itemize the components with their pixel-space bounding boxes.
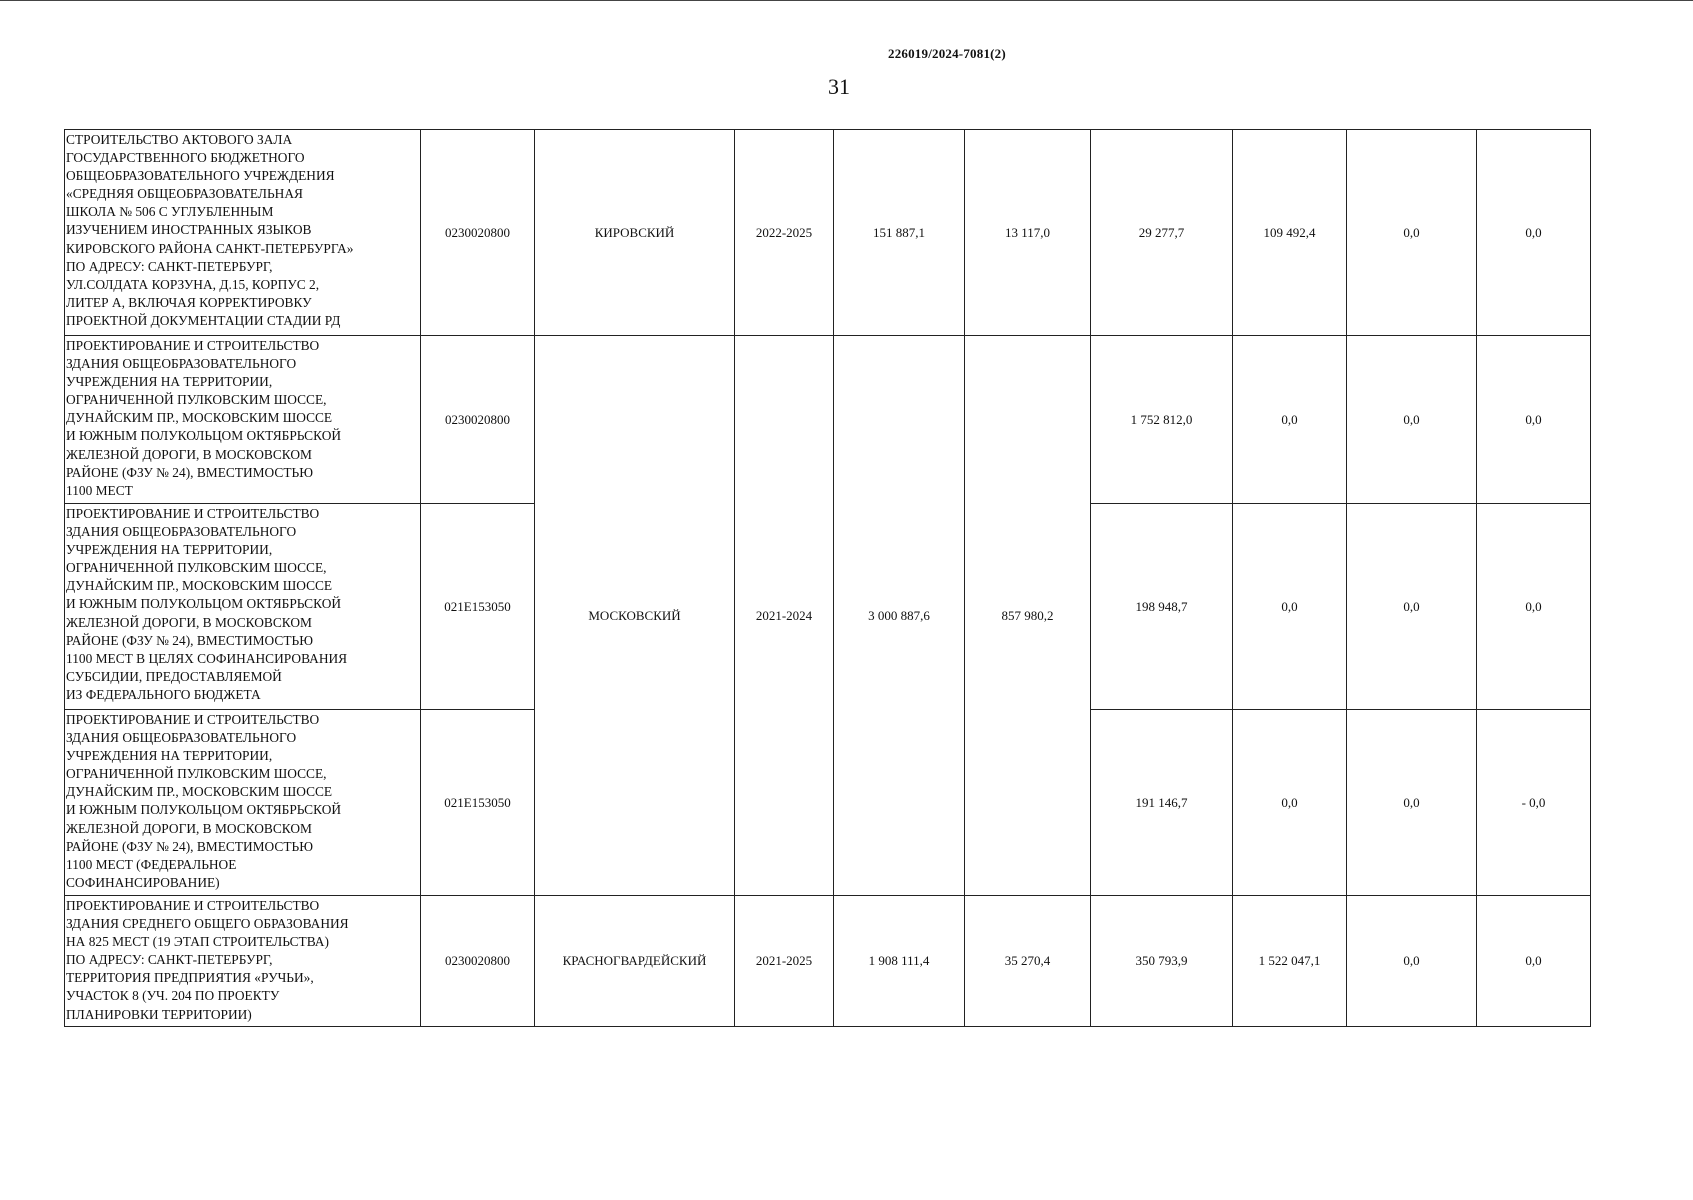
year4-cell: - 0,0 xyxy=(1477,710,1591,896)
funded-before-cell: 35 270,4 xyxy=(965,896,1091,1027)
year1-cell: 29 277,7 xyxy=(1091,130,1233,336)
year4-cell: 0,0 xyxy=(1477,896,1591,1027)
total-cost-cell: 3 000 887,6 xyxy=(834,336,965,896)
year1-cell: 350 793,9 xyxy=(1091,896,1233,1027)
budget-code-cell: 0230020800 xyxy=(421,336,535,504)
table-row xyxy=(65,896,1591,1027)
document-number: 226019/2024-7081(2) xyxy=(888,46,1006,61)
year2-cell: 1 522 047,1 xyxy=(1233,896,1347,1027)
year3-cell: 0,0 xyxy=(1347,504,1477,710)
object-name-cell: ПРОЕКТИРОВАНИЕ И СТРОИТЕЛЬСТВО ЗДАНИЯ СРЕДНЕГО ОБЩЕГО ОБРАЗОВАНИЯ НА 825 МЕСТ (19 ЭТАП СТРОИТЕЛЬСТВА) ПО АДРЕСУ: САНКТ-ПЕТЕРБУРГ, ТЕРРИТОРИЯ ПРЕДПРИЯТИЯ «РУЧЬИ», УЧАСТОК 8 (УЧ. 204 ПО ПРОЕКТУ ПЛАНИРОВКИ ТЕРРИТОРИИ) xyxy=(65,896,421,1027)
total-cost-cell: 151 887,1 xyxy=(834,130,965,336)
budget-code-cell: 021Е153050 xyxy=(421,504,535,710)
object-name-cell: СТРОИТЕЛЬСТВО АКТОВОГО ЗАЛА ГОСУДАРСТВЕННОГО БЮДЖЕТНОГО ОБЩЕОБРАЗОВАТЕЛЬНОГО УЧРЕЖДЕНИЯ «СРЕДНЯЯ ОБЩЕОБРАЗОВАТЕЛЬНАЯ ШКОЛА № 506 С УГЛУБЛЕННЫМ ИЗУЧЕНИЕМ ИНОСТРАННЫХ ЯЗЫКОВ КИРОВСКОГО РАЙОНА САНКТ-ПЕТЕРБУРГА» ПО АДРЕСУ: САНКТ-ПЕТЕРБУРГ, УЛ.СОЛДАТА КОРЗУНА, Д.15, КОРПУС 2, ЛИТЕР А, ВКЛЮЧАЯ КОРРЕКТИРОВКУ ПРОЕКТНОЙ ДОКУМЕНТАЦИИ СТАДИИ РД xyxy=(65,130,421,336)
district-cell: КРАСНОГВАРДЕЙСКИЙ xyxy=(535,896,735,1027)
object-name-cell: ПРОЕКТИРОВАНИЕ И СТРОИТЕЛЬСТВО ЗДАНИЯ ОБЩЕОБРАЗОВАТЕЛЬНОГО УЧРЕЖДЕНИЯ НА ТЕРРИТОРИИ, ОГРАНИЧЕННОЙ ПУЛКОВСКИМ ШОССЕ, ДУНАЙСКИМ ПР., МОСКОВСКИМ ШОССЕ И ЮЖНЫМ ПОЛУКОЛЬЦОМ ОКТЯБРЬСКОЙ ЖЕЛЕЗНОЙ ДОРОГИ, В МОСКОВСКОМ РАЙОНЕ (ФЗУ № 24), ВМЕСТИМОСТЬЮ 1100 МЕСТ (ФЕДЕРАЛЬНОЕ СОФИНАНСИРОВАНИЕ) xyxy=(65,710,421,896)
period-cell: 2021-2024 xyxy=(735,336,834,896)
object-name-cell: ПРОЕКТИРОВАНИЕ И СТРОИТЕЛЬСТВО ЗДАНИЯ ОБЩЕОБРАЗОВАТЕЛЬНОГО УЧРЕЖДЕНИЯ НА ТЕРРИТОРИИ, ОГРАНИЧЕННОЙ ПУЛКОВСКИМ ШОССЕ, ДУНАЙСКИМ ПР., МОСКОВСКИМ ШОССЕ И ЮЖНЫМ ПОЛУКОЛЬЦОМ ОКТЯБРЬСКОЙ ЖЕЛЕЗНОЙ ДОРОГИ, В МОСКОВСКОМ РАЙОНЕ (ФЗУ № 24), ВМЕСТИМОСТЬЮ 1100 МЕСТ В ЦЕЛЯХ СОФИНАНСИРОВАНИЯ СУБСИДИИ, ПРЕДОСТАВЛЯЕМОЙ ИЗ ФЕДЕРАЛЬНОГО БЮДЖЕТА xyxy=(65,504,421,710)
year1-cell: 191 146,7 xyxy=(1091,710,1233,896)
table-row xyxy=(65,130,1591,336)
year3-cell: 0,0 xyxy=(1347,130,1477,336)
funded-before-cell: 857 980,2 xyxy=(965,336,1091,896)
year4-cell: 0,0 xyxy=(1477,130,1591,336)
year3-cell: 0,0 xyxy=(1347,896,1477,1027)
year3-cell: 0,0 xyxy=(1347,336,1477,504)
object-name-cell: ПРОЕКТИРОВАНИЕ И СТРОИТЕЛЬСТВО ЗДАНИЯ ОБЩЕОБРАЗОВАТЕЛЬНОГО УЧРЕЖДЕНИЯ НА ТЕРРИТОРИИ, ОГРАНИЧЕННОЙ ПУЛКОВСКИМ ШОССЕ, ДУНАЙСКИМ ПР., МОСКОВСКИМ ШОССЕ И ЮЖНЫМ ПОЛУКОЛЬЦОМ ОКТЯБРЬСКОЙ ЖЕЛЕЗНОЙ ДОРОГИ, В МОСКОВСКОМ РАЙОНЕ (ФЗУ № 24), ВМЕСТИМОСТЬЮ 1100 МЕСТ xyxy=(65,336,421,504)
top-edge-line xyxy=(0,0,1693,1)
budget-code-cell: 0230020800 xyxy=(421,896,535,1027)
district-cell: МОСКОВСКИЙ xyxy=(535,336,735,896)
year2-cell: 109 492,4 xyxy=(1233,130,1347,336)
year4-cell: 0,0 xyxy=(1477,336,1591,504)
year3-cell: 0,0 xyxy=(1347,710,1477,896)
funded-before-cell: 13 117,0 xyxy=(965,130,1091,336)
year1-cell: 1 752 812,0 xyxy=(1091,336,1233,504)
budget-code-cell: 0230020800 xyxy=(421,130,535,336)
budget-code-cell: 021Е153050 xyxy=(421,710,535,896)
page-number: 31 xyxy=(828,74,850,99)
table-row xyxy=(65,336,1591,504)
year2-cell: 0,0 xyxy=(1233,504,1347,710)
budget-table xyxy=(64,129,1591,1027)
year1-cell: 198 948,7 xyxy=(1091,504,1233,710)
year4-cell: 0,0 xyxy=(1477,504,1591,710)
period-cell: 2021-2025 xyxy=(735,896,834,1027)
year2-cell: 0,0 xyxy=(1233,710,1347,896)
period-cell: 2022-2025 xyxy=(735,130,834,336)
year2-cell: 0,0 xyxy=(1233,336,1347,504)
total-cost-cell: 1 908 111,4 xyxy=(834,896,965,1027)
district-cell: КИРОВСКИЙ xyxy=(535,130,735,336)
